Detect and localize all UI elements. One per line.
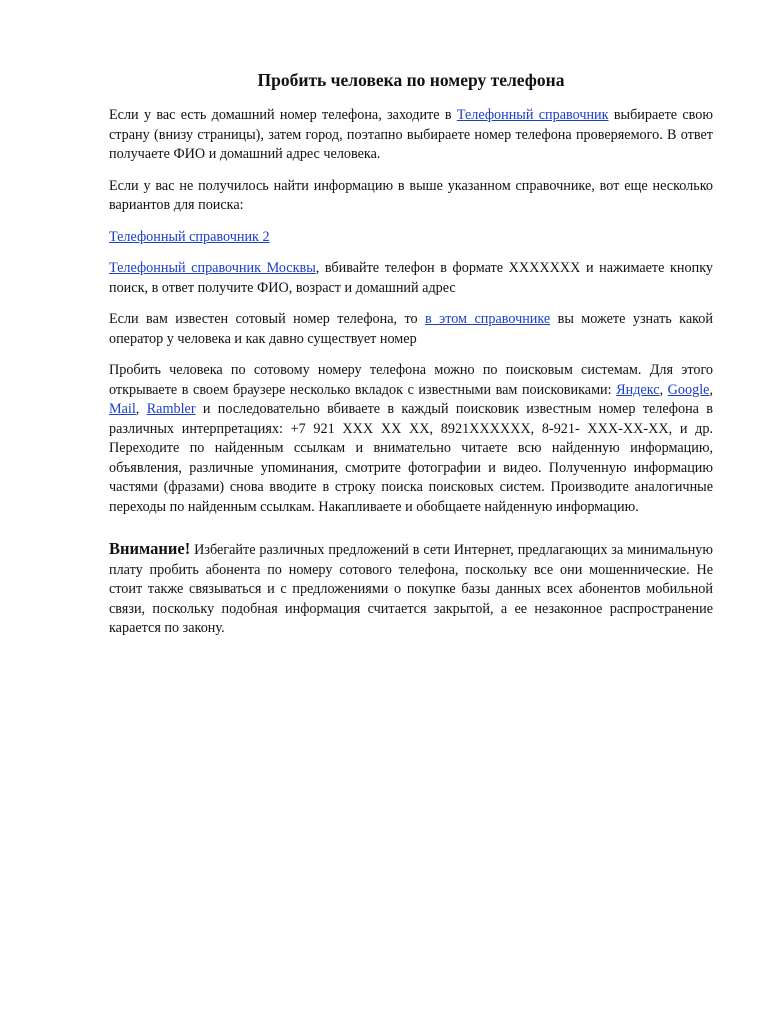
link-rambler[interactable]: Rambler bbox=[146, 401, 196, 417]
paragraph-moscow-directory bbox=[109, 259, 713, 298]
paragraph-text: и последовательно вбиваете в каждый поисковик известным номер телефона в различных интерпретациях: +7 921 XXX XX XX, 8921XXXXXX, 8-921- XXX-XX-XX, и др. Переходите по найденным ссылкам и внимательно читаете всю найденную информацию, объявления, различные упоминания, смотрите фотографии и видео. Полученную информацию частями (фразами) снова вводите в строку поиска поисковых систем. Производите аналогичные переходы по найденным ссылкам. Накапливаете и обобщаете найденную информацию. bbox=[109, 401, 714, 515]
paragraph-text: Если у вас есть домашний номер телефона, заходите в bbox=[109, 107, 457, 123]
link-google[interactable]: Google bbox=[667, 381, 710, 398]
separator: , bbox=[659, 381, 668, 398]
paragraph-warning bbox=[109, 539, 713, 639]
paragraph-directory-2 bbox=[109, 228, 713, 248]
paragraph-text: Пробить человека по сотовому номеру телефона можно по поисковым системам. Для этого открываете в своем браузере несколько вкладок с известными вам поисковиками: bbox=[109, 362, 713, 398]
link-phone-directory-2[interactable]: Телефонный справочник 2 bbox=[109, 228, 270, 245]
separator: , bbox=[135, 401, 147, 417]
paragraph-text: вы можете узнать какой оператор у человека и как давно существует номер bbox=[109, 311, 713, 347]
link-moscow-directory[interactable]: Телефонный справочник Москвы bbox=[109, 260, 316, 276]
paragraph-home-phone bbox=[109, 106, 713, 165]
paragraph-more-options: Если у вас не получилось найти информацию в выше указанном справочнике, вот еще несколько вариантов для поиска: bbox=[109, 177, 713, 213]
document-page bbox=[109, 68, 713, 651]
link-phone-directory[interactable]: Телефонный справочник bbox=[456, 107, 609, 123]
link-mail[interactable]: Mail bbox=[109, 401, 136, 417]
separator: , bbox=[709, 381, 713, 398]
paragraph-text: Если вам известен сотовый номер телефона, то bbox=[109, 311, 426, 327]
paragraph-search-engines bbox=[109, 361, 713, 517]
paragraph-text: , вбивайте телефон в формате XXXXXXX и нажимаете кнопку поиск, в ответ получите ФИО, возраст и домашний адрес bbox=[109, 260, 713, 296]
paragraph-text: выбираете свою страну (внизу страницы), затем город, поэтапно выбираете номер телефона проверяемого. В ответ получаете ФИО и домашний адрес человека. bbox=[109, 107, 713, 162]
paragraph-mobile-operator bbox=[109, 310, 713, 349]
warning-text: Избегайте различных предложений в сети Интернет, предлагающих за минимальную плату пробить абонента по номеру сотового телефона, поскольку все они мошеннические. Не стоит также связываться и с предложениями о покупке базы данных всех абонентов мобильной связи, поскольку подобная информация считается закрытой, а ее незаконное распространение карается по закону. bbox=[109, 542, 713, 636]
link-operator-directory[interactable]: в этом справочнике bbox=[425, 311, 551, 327]
warning-label: Внимание! bbox=[109, 539, 191, 558]
page-title: Пробить человека по номеру телефона bbox=[257, 70, 565, 90]
link-yandex[interactable]: Яндекс bbox=[616, 381, 660, 398]
